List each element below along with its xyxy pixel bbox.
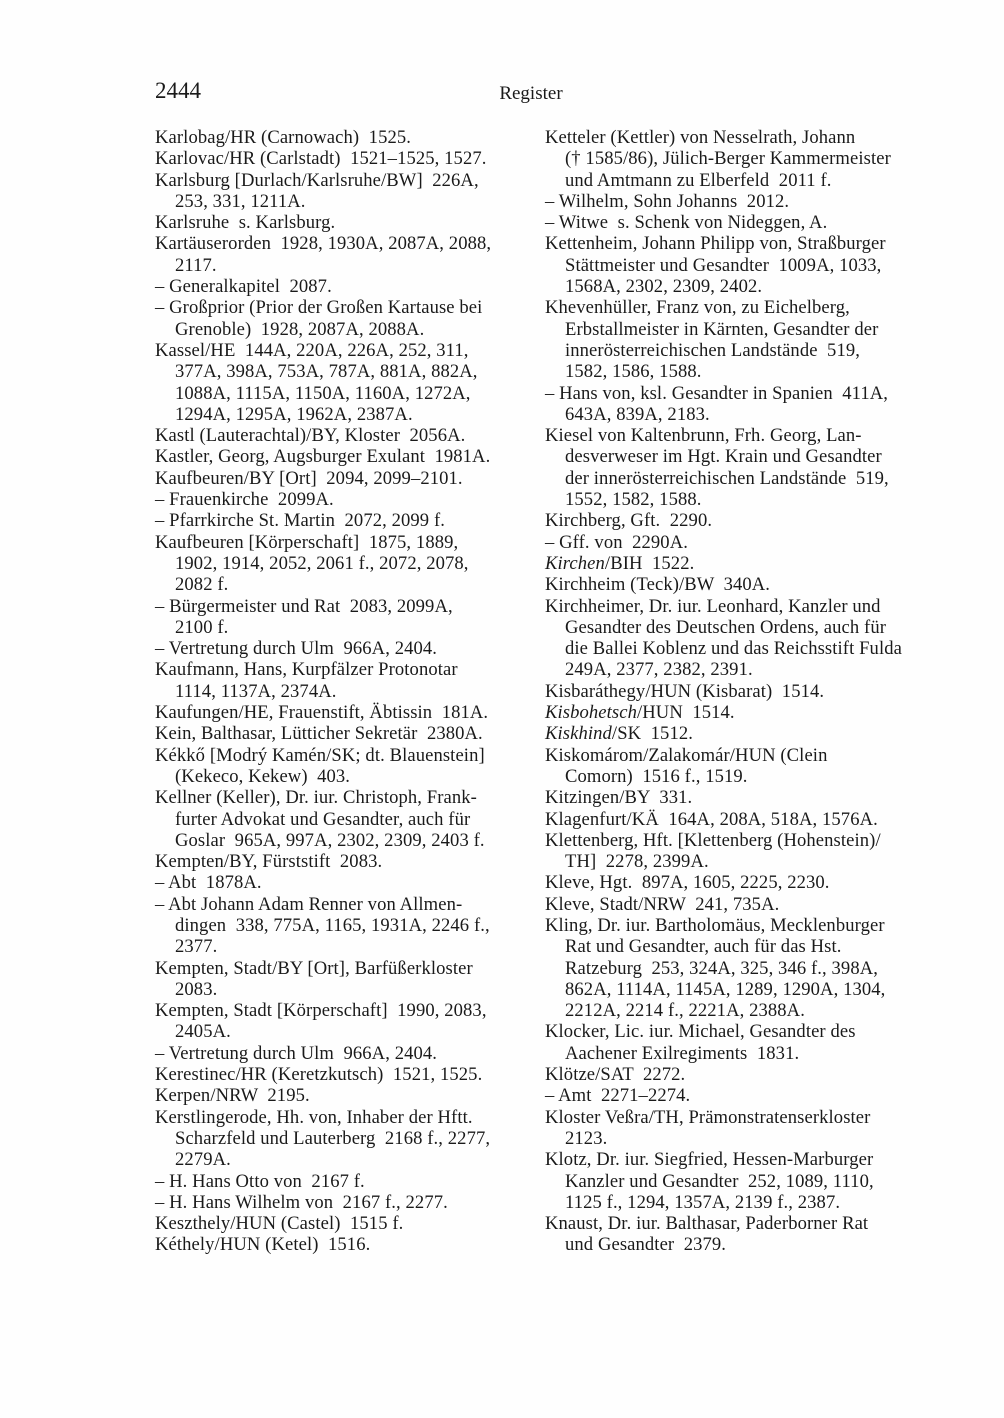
index-entry-line: – Vertretung durch Ulm 966A, 2404. [155, 638, 438, 660]
index-entry-line: – Frauenkirche 2099A. [155, 489, 334, 511]
index-entry-line: Khevenhüller, Franz von, zu Eichelberg, [545, 297, 850, 319]
index-entry-line: 1552, 1582, 1588. [565, 489, 702, 511]
index-entry-line: – Bürgermeister und Rat 2083, 2099A, [155, 595, 453, 617]
index-entry-line: – H. Hans Wilhelm von 2167 f., 2277. [155, 1191, 448, 1213]
index-entry-line: Ketteler (Kettler) von Nesselrath, Johann [545, 127, 856, 148]
index-entry-line: Kisbaráthegy/HUN (Kisbarat) 1514. [545, 680, 825, 702]
index-entry-line: die Ballei Koblenz und das Reichsstift Fulda [565, 638, 902, 660]
index-entry-line: Kaufungen/HE, Frauenstift, Äbtissin 181A. [155, 702, 489, 724]
index-entry-line: Klettenberg, Hft. [Klettenberg (Hohenstein)/ [545, 829, 881, 851]
index-entry-line: Goslar 965A, 997A, 2302, 2309, 2403 f. [175, 829, 485, 851]
index-entry-line: Karlovac/HR (Carlstadt) 1521–1525, 1527. [155, 148, 487, 170]
index-entry-line: Kartäuserorden 1928, 1930A, 2087A, 2088, [155, 233, 492, 255]
index-entry-line: (Kekeco, Kekew) 403. [175, 765, 351, 787]
index-entry-line: – Pfarrkirche St. Martin 2072, 2099 f. [155, 510, 445, 532]
index-entry-line: 862A, 1114A, 1145A, 1289, 1290A, 1304, [565, 978, 886, 1000]
index-entry-line: Kirchen/BIH 1522. [545, 552, 695, 574]
index-entry-line: 2212A, 2214 f., 2221A, 2388A. [565, 1000, 805, 1022]
index-entry-line: – Abt 1878A. [155, 872, 262, 894]
index-entry-line: Kisbohetsch/HUN 1514. [545, 702, 735, 724]
index-entry-line: 2082 f. [175, 574, 229, 596]
index-entry-line: Kiskomárom/Zalakomár/HUN (Clein [545, 744, 828, 766]
index-entry-line: 2123. [565, 1127, 608, 1149]
index-entry-line: innerösterreichischen Landstände 519, [565, 339, 860, 361]
index-entry-line: Scharzfeld und Lauterberg 2168 f., 2277, [175, 1127, 491, 1149]
index-entry-italic-term: Kirchen [545, 552, 605, 574]
index-entry-line: Ratzeburg 253, 324A, 325, 346 f., 398A, [565, 957, 879, 979]
index-entry-line: Kloster Veßra/TH, Prämonstratenserkloster [545, 1106, 871, 1128]
index-entry-line: – Amt 2271–2274. [545, 1085, 691, 1107]
index-entry-line: Klotz, Dr. iur. Siegfried, Hessen-Marburger [545, 1149, 874, 1171]
index-entry-line: Kempten, Stadt [Körperschaft] 1990, 2083, [155, 1000, 487, 1022]
index-entry-line: – Witwe s. Schenk von Nideggen, A. [545, 212, 828, 234]
index-entry-line: Kaufmann, Hans, Kurpfälzer Protonotar [155, 659, 458, 681]
index-entry-line: – Hans von, ksl. Gesandter in Spanien 411A, [545, 382, 888, 404]
index-entry-line: Gesandter des Deutschen Ordens, auch für [565, 616, 887, 638]
index-entry-line: Kaufbeuren [Körperschaft] 1875, 1889, [155, 531, 459, 553]
index-entry-line: Karlsruhe s. Karlsburg. [155, 212, 336, 234]
index-entry-line: und Gesandter 2379. [565, 1234, 727, 1256]
index-entry-line: – Vertretung durch Ulm 966A, 2404. [155, 1042, 438, 1064]
index-entry-line: und Amtmann zu Elberfeld 2011 f. [565, 169, 832, 191]
index-entry-line: 1114, 1137A, 2374A. [175, 680, 337, 702]
index-entry-line: Kastl (Lauterachtal)/BY, Kloster 2056A. [155, 425, 466, 447]
index-entry-line: der innerösterreichischen Landstände 519, [565, 467, 889, 489]
index-entry-line: († 1585/86), Jülich-Berger Kammermeister [565, 148, 891, 170]
index-entry-line: Kellner (Keller), Dr. iur. Christoph, Frank- [155, 787, 477, 809]
index-entry-line: – H. Hans Otto von 2167 f. [155, 1170, 365, 1192]
index-entry-line: 2279A. [175, 1149, 231, 1171]
index-entry-line: 2405A. [175, 1021, 231, 1043]
index-entry-line: 2377. [175, 936, 218, 958]
index-entry-line: Erbstallmeister in Kärnten, Gesandter der [565, 318, 879, 340]
index-entry-line: – Gff. von 2290A. [545, 531, 688, 553]
index-entry-line: desverweser im Hgt. Krain und Gesandter [565, 446, 882, 468]
index-entry-line: Keszthely/HUN (Castel) 1515 f. [155, 1213, 404, 1235]
index-entry-line: 1294A, 1295A, 1962A, 2387A. [175, 403, 413, 425]
index-entry-line: Kirchheimer, Dr. iur. Leonhard, Kanzler und [545, 595, 881, 617]
index-entry-line: TH] 2278, 2399A. [565, 851, 709, 873]
index-entry-line: Kiesel von Kaltenbrunn, Frh. Georg, Lan- [545, 425, 862, 447]
index-entry-line: Kirchberg, Gft. 2290. [545, 510, 713, 532]
index-entry-line: Knaust, Dr. iur. Balthasar, Paderborner Rat [545, 1213, 869, 1235]
index-entry-line: dingen 338, 775A, 1165, 1931A, 2246 f., [175, 914, 490, 936]
index-entry-line: 2083. [175, 978, 218, 1000]
running-head-title: Register [499, 83, 563, 104]
index-entry-line: Kerstlingerode, Hh. von, Inhaber der Hftt. [155, 1106, 473, 1128]
index-entry-line: Karlobag/HR (Carnowach) 1525. [155, 127, 412, 148]
index-entry-line: 2117. [175, 254, 217, 276]
index-column-right [545, 127, 927, 1256]
index-entry-line: Klötze/SAT 2272. [545, 1064, 686, 1086]
index-entry-line: Kirchheim (Teck)/BW 340A. [545, 574, 771, 596]
index-entry-line: Stättmeister und Gesandter 1009A, 1033, [565, 254, 882, 276]
index-entry-line: Kleve, Stadt/NRW 241, 735A. [545, 893, 780, 915]
index-entry-line: Kerestinec/HR (Keretzkutsch) 1521, 1525. [155, 1064, 483, 1086]
index-entry-line: Kettenheim, Johann Philipp von, Straßburger [545, 233, 886, 255]
index-entry-line: Kékkő [Modrý Kamén/SK; dt. Blauenstein] [155, 744, 485, 766]
index-entry-line: Kein, Balthasar, Lütticher Sekretär 2380A. [155, 723, 483, 745]
index-entry-line: 1902, 1914, 2052, 2061 f., 2072, 2078, [175, 552, 469, 574]
index-entry-line: 253, 331, 1211A. [175, 190, 306, 212]
index-entry-line: Klagenfurt/KÄ 164A, 208A, 518A, 1576A. [545, 808, 878, 830]
index-entry-line: Comorn) 1516 f., 1519. [565, 765, 748, 787]
index-entry-line: Aachener Exilregiments 1831. [565, 1042, 800, 1064]
index-entry-line: Kaufbeuren/BY [Ort] 2094, 2099–2101. [155, 467, 463, 489]
index-entry-line: Kempten, Stadt/BY [Ort], Barfüßerkloster [155, 957, 473, 979]
index-entry-line: Kerpen/NRW 2195. [155, 1085, 310, 1107]
index-entry-line: Klocker, Lic. iur. Michael, Gesandter des [545, 1021, 856, 1043]
index-entry-line: 1125 f., 1294, 1357A, 2139 f., 2387. [565, 1191, 841, 1213]
index-column-left [155, 127, 537, 1256]
index-entry-italic-term: Kisbohetsch [545, 702, 637, 724]
index-entry-line: Kitzingen/BY 331. [545, 787, 693, 809]
index-entry-line: 1088A, 1115A, 1150A, 1160A, 1272A, [175, 382, 471, 404]
index-entry-line: Rat und Gesandter, auch für das Hst. [565, 936, 842, 958]
index-entry-line: Kleve, Hgt. 897A, 1605, 2225, 2230. [545, 872, 830, 894]
index-entry-line: 1568A, 2302, 2309, 2402. [565, 276, 763, 298]
index-entry-line: 1582, 1586, 1588. [565, 361, 702, 383]
index-entry-italic-term: Kiskhind [545, 723, 612, 745]
index-entry-line: – Abt Johann Adam Renner von Allmen- [155, 893, 463, 915]
index-entry-line: Kling, Dr. iur. Bartholomäus, Mecklenburger [545, 914, 885, 936]
index-entry-line: 643A, 839A, 2183. [565, 403, 710, 425]
index-entry-line: 249A, 2377, 2382, 2391. [565, 659, 753, 681]
index-entry-line: Kassel/HE 144A, 220A, 226A, 252, 311, [155, 339, 469, 361]
index-entry-line: Grenoble) 1928, 2087A, 2088A. [175, 318, 425, 340]
index-entry-line: 2100 f. [175, 616, 229, 638]
index-entry-line: Kempten/BY, Fürststift 2083. [155, 851, 383, 873]
index-entry-line: – Großprior (Prior der Großen Kartause bei [155, 297, 483, 319]
index-entry-line: Kastler, Georg, Augsburger Exulant 1981A. [155, 446, 491, 468]
index-entry-line: – Generalkapitel 2087. [155, 276, 332, 298]
index-entry-line: Kéthely/HUN (Ketel) 1516. [155, 1234, 371, 1256]
index-entry-line: Kiskhind/SK 1512. [545, 723, 693, 745]
index-entry-line: furter Advokat und Gesandter, auch für [175, 808, 471, 830]
index-entry-line: Kanzler und Gesandter 252, 1089, 1110, [565, 1170, 874, 1192]
page-number: 2444 [155, 78, 201, 103]
index-entry-line: 377A, 398A, 753A, 787A, 881A, 882A, [175, 361, 478, 383]
index-entry-line: Karlsburg [Durlach/Karlsruhe/BW] 226A, [155, 169, 479, 191]
index-entry-line: – Wilhelm, Sohn Johanns 2012. [545, 190, 790, 212]
